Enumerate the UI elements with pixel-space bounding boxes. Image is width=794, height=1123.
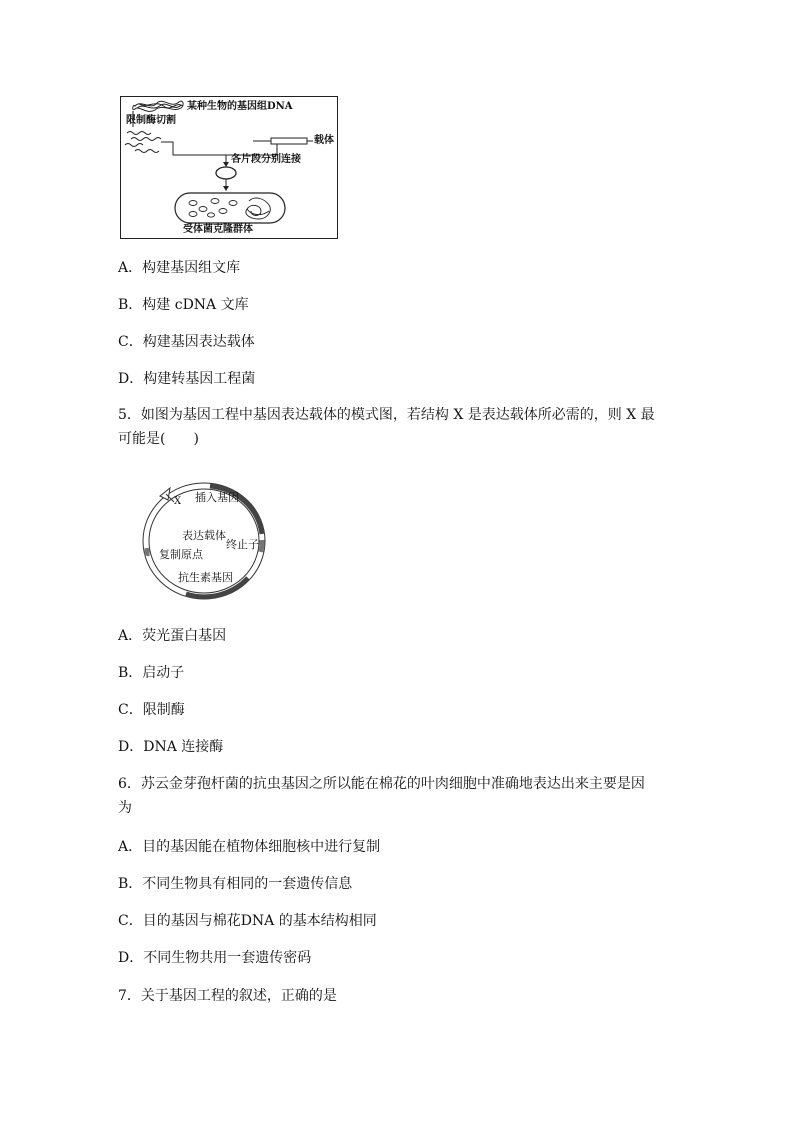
antibiotic-gene-label: 抗生素基因: [178, 571, 233, 584]
q4-option-c: C．构建基因表达载体: [118, 334, 255, 350]
q6-option-c: C．目的基因与棉花DNA 的基本结构相同: [118, 913, 377, 929]
replication-origin-label: 复制原点: [159, 548, 203, 561]
restriction-cut-label: 限制酶切割: [126, 115, 176, 126]
genomic-library-diagram: [120, 96, 338, 239]
expression-vector-label: 表达载体: [182, 529, 226, 542]
q7-stem: 7．关于基因工程的叙述，正确的是: [118, 988, 337, 1004]
expression-vector-diagram: [138, 478, 278, 604]
q6-option-d: D．不同生物共用一套遗传密码: [118, 950, 312, 966]
q4-option-a: A．构建基因组文库: [118, 260, 241, 276]
q5-option-b: B．启动子: [118, 665, 185, 681]
q6-stem-line1: 6．苏云金芽孢杆菌的抗虫基因之所以能在棉花的叶肉细胞中准确地表达出来主要是因: [118, 776, 645, 792]
q5-stem-line2: 可能是( ): [118, 431, 199, 447]
q5-option-c: C．限制酶: [118, 702, 185, 718]
q4-option-b: B．构建 cDNA 文库: [118, 297, 249, 313]
terminator-label: 终止子: [226, 538, 259, 551]
q5-option-d: D．DNA 连接酶: [118, 739, 224, 755]
q5-option-a: A．荧光蛋白基因: [118, 628, 227, 644]
q6-option-a: A．目的基因能在植物体细胞核中进行复制: [118, 839, 381, 855]
genome-dna-label: 某种生物的基因组DNA: [187, 101, 293, 112]
q6-option-b: B．不同生物具有相同的一套遗传信息: [118, 876, 353, 892]
q4-option-d: D．构建转基因工程菌: [118, 371, 256, 387]
x-marker-label: X: [174, 496, 182, 507]
colony-label: 受体菌克隆群体: [183, 224, 253, 235]
ligation-label: 各片段分别连接: [231, 154, 301, 165]
insert-gene-label: 插入基因: [195, 491, 239, 504]
q6-stem-line2: 为: [118, 800, 132, 816]
vector-label: 载体: [314, 135, 334, 146]
q5-stem-line1: 5．如图为基因工程中基因表达载体的模式图，若结构 X 是表达载体所必需的，则 X 最: [118, 407, 655, 423]
